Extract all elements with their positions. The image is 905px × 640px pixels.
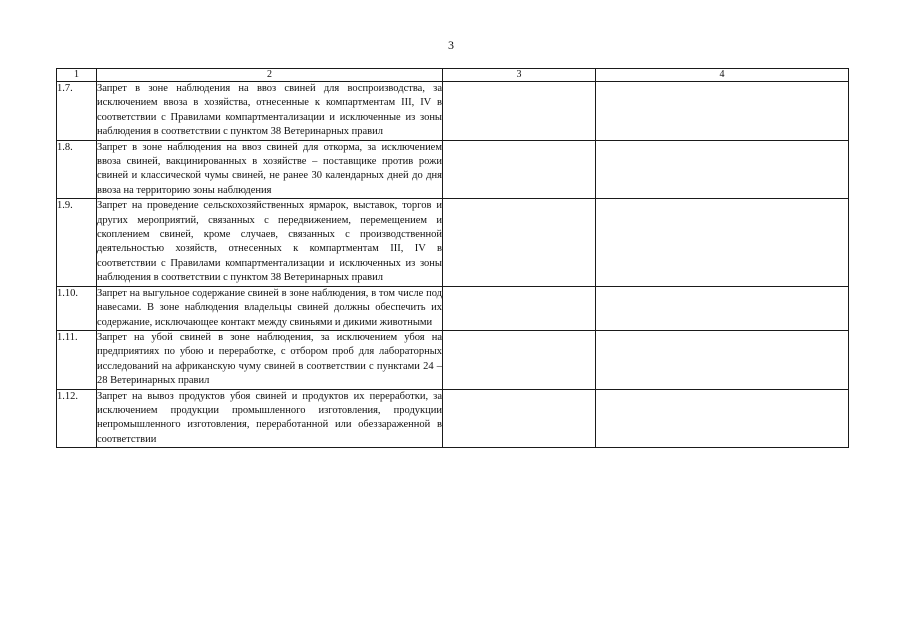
- row-number: 1.7.: [57, 82, 97, 141]
- table-row: [57, 330, 849, 389]
- row-text: Запрет на проведение сельскохозяйственных ярмарок, выставок, торгов и других мероприятий, связанных с передвижением, перемещением и скоплением свиней, кроме случаев, связанных с производственной деятельностью хозяйств, отнесенных к компартментам III, IV в соответствии с Правилами компартментализации и исключенных из зоны наблюдения в соответствии с пунктом 38 Ветеринарных правил: [97, 199, 443, 286]
- row-cell-4: [596, 330, 849, 389]
- table-row: [57, 140, 849, 199]
- row-cell-4: [596, 82, 849, 141]
- row-text: Запрет на вывоз продуктов убоя свиней и продуктов их переработки, за исключением продукции промышленного изготовления, продукции непромышленного изготовления, переработанной или обеззараженной в соответствии: [97, 389, 443, 448]
- row-cell-3: [443, 330, 596, 389]
- measures-table: [56, 68, 849, 448]
- row-cell-4: [596, 389, 849, 448]
- row-cell-4: [596, 140, 849, 199]
- row-text: Запрет в зоне наблюдения на ввоз свиней для откорма, за исключением ввоза свиней, вакцинированных в хозяйстве – поставщике против рожи свиней и классической чумы свиней, не ранее 30 календарных дней до дня ввоза на территорию зоны наблюдения: [97, 140, 443, 199]
- row-number: 1.10.: [57, 286, 97, 330]
- row-text: Запрет на выгульное содержание свиней в зоне наблюдения, в том числе под навесами. В зоне наблюдения владельцы свиней должны обеспечить их содержание, исключающее контакт между свиньями и дикими животными: [97, 286, 443, 330]
- row-cell-4: [596, 286, 849, 330]
- row-number: 1.9.: [57, 199, 97, 286]
- page-number: 3: [448, 38, 454, 52]
- row-text: Запрет на убой свиней в зоне наблюдения, за исключением убоя на предприятиях по убою и переработке, с отбором проб для лабораторных исследований на африканскую чуму свиней в соответствии с пунктами 24 – 28 Ветеринарных правил: [97, 330, 443, 389]
- row-cell-3: [443, 286, 596, 330]
- column-header-1: 1: [57, 69, 97, 82]
- column-header-2: 2: [97, 69, 443, 82]
- table-row: [57, 199, 849, 286]
- table-header-row: [57, 69, 849, 82]
- row-cell-3: [443, 140, 596, 199]
- row-cell-4: [596, 199, 849, 286]
- row-text: Запрет в зоне наблюдения на ввоз свиней для воспроизводства, за исключением ввоза в хозяйства, отнесенные к компартментам III, IV в соответствии с Правилами компартментализации и исключенные из зоны наблюдения в соответствии с пунктом 38 Ветеринарных правил: [97, 82, 443, 141]
- row-number: 1.11.: [57, 330, 97, 389]
- table-row: [57, 286, 849, 330]
- table-row: [57, 82, 849, 141]
- row-cell-3: [443, 82, 596, 141]
- row-number: 1.12.: [57, 389, 97, 448]
- row-cell-3: [443, 389, 596, 448]
- column-header-4: 4: [596, 69, 849, 82]
- table-row: [57, 389, 849, 448]
- row-number: 1.8.: [57, 140, 97, 199]
- row-cell-3: [443, 199, 596, 286]
- column-header-3: 3: [443, 69, 596, 82]
